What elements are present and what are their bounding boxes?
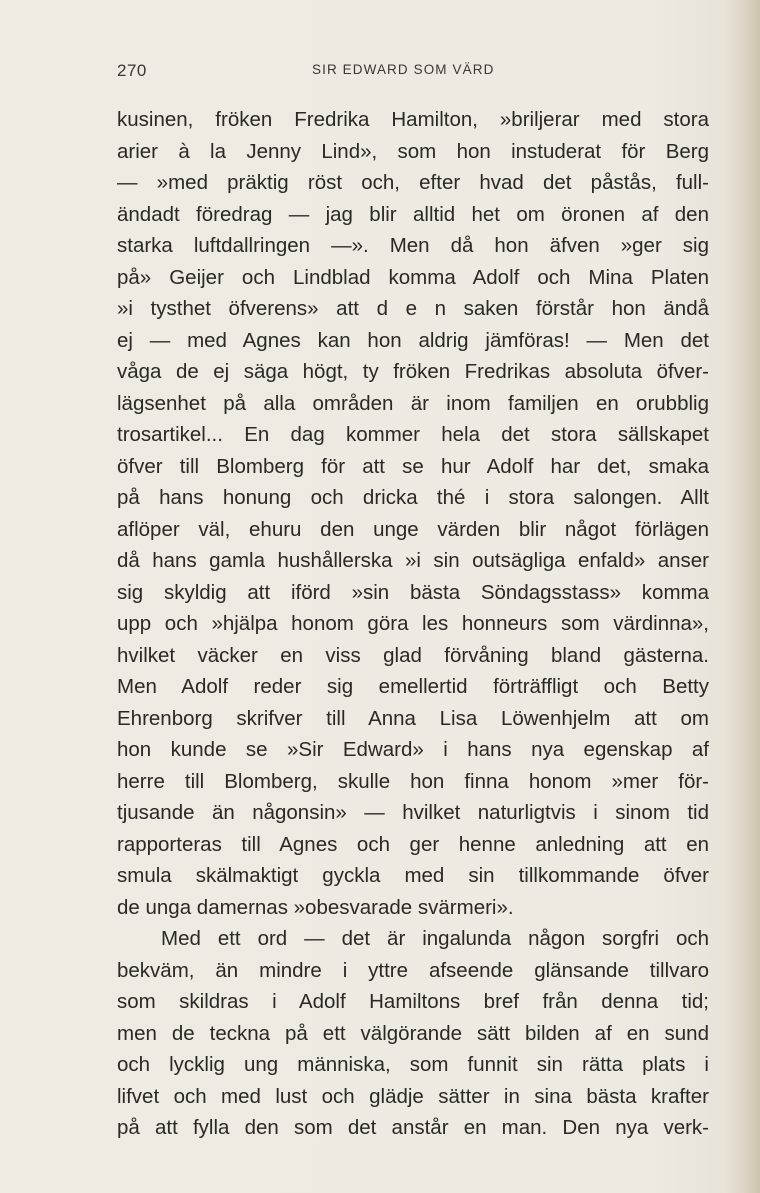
paragraph-end-line: de unga damernas »obesvarade svärmeri». bbox=[117, 895, 514, 919]
text-line: som skildras i Adolf Hamiltons bref från denna tid; bbox=[117, 990, 709, 1013]
text-line: kusinen, fröken Fredrika Hamilton, »briljerar med stora bbox=[117, 108, 709, 131]
text-line: på att fylla den som det anstår en man. Den nya verk- bbox=[117, 1116, 709, 1139]
text-line: — »med präktig röst och, efter hvad det påstås, full- bbox=[117, 171, 709, 194]
text-line: men de teckna på ett välgörande sätt bilden af en sund bbox=[117, 1021, 709, 1045]
text-line: bekväm, än mindre i yttre afseende glänsande tillvaro bbox=[117, 958, 709, 982]
text-line: sig skyldig att iförd »sin bästa Söndagsstass» komma bbox=[117, 580, 709, 604]
text-line: aflöper väl, ehuru den unge värden blir något förlägen bbox=[117, 517, 709, 541]
text-line: på» Geijer och Lindblad komma Adolf och Mina Platen bbox=[117, 265, 709, 289]
page-number: 270 bbox=[117, 61, 147, 80]
text-line: starka luftdallringen —». Men då hon äfven »ger sig bbox=[117, 234, 709, 257]
text-line: ändadt föredrag — jag blir alltid het om öronen af den bbox=[117, 202, 709, 226]
text-line: »i tysthet öfverens» att d e n saken förstår hon ändå bbox=[117, 297, 709, 320]
text-line: och lycklig ung människa, som funnit sin rätta plats i bbox=[117, 1053, 709, 1076]
page-edge-shadow bbox=[726, 0, 760, 1193]
running-head: SIR EDWARD SOM VÄRD bbox=[312, 62, 495, 77]
text-line: på hans honung och dricka thé i stora salongen. Allt bbox=[117, 486, 709, 509]
text-line: då hans gamla hushållerska »i sin outsägliga enfald» anser bbox=[117, 549, 709, 572]
text-line: Ehrenborg skrifver till Anna Lisa Löwenhjelm att om bbox=[117, 706, 709, 730]
text-line: rapporteras till Agnes och ger henne anledning att en bbox=[117, 832, 709, 856]
text-line: öfver till Blomberg för att se hur Adolf har det, smaka bbox=[117, 454, 709, 478]
text-line: trosartikel... En dag kommer hela det stora sällskapet bbox=[117, 423, 709, 446]
text-line: smula skälmaktigt gyckla med sin tillkommande öfver bbox=[117, 864, 709, 887]
text-line: Men Adolf reder sig emellertid förträffligt och Betty bbox=[117, 675, 709, 698]
page-header bbox=[117, 61, 709, 85]
text-line: hvilket väcker en viss glad förvåning bland gästerna. bbox=[117, 643, 709, 667]
text-line: lifvet och med lust och glädje sätter in sina bästa krafter bbox=[117, 1084, 709, 1108]
text-line: upp och »hjälpa honom göra les honneurs som värdinna», bbox=[117, 612, 709, 635]
text-line: lägsenhet på alla områden är inom familjen en orubblig bbox=[117, 391, 709, 415]
text-line: våga de ej säga högt, ty fröken Fredrikas absoluta öfver- bbox=[117, 360, 709, 383]
text-line: tjusande än någonsin» — hvilket naturligtvis i sinom tid bbox=[117, 801, 709, 824]
text-line: herre till Blomberg, skulle hon finna honom »mer för- bbox=[117, 769, 709, 793]
text-line: ej — med Agnes kan hon aldrig jämföras! — Men det bbox=[117, 328, 709, 352]
body-text bbox=[117, 104, 709, 1144]
paragraph-start-line: Med ett ord — det är ingalunda någon sorgfri och bbox=[161, 927, 709, 950]
text-line: hon kunde se »Sir Edward» i hans nya egenskap af bbox=[117, 738, 709, 761]
text-line: arier à la Jenny Lind», som hon instuderat för Berg bbox=[117, 139, 709, 163]
